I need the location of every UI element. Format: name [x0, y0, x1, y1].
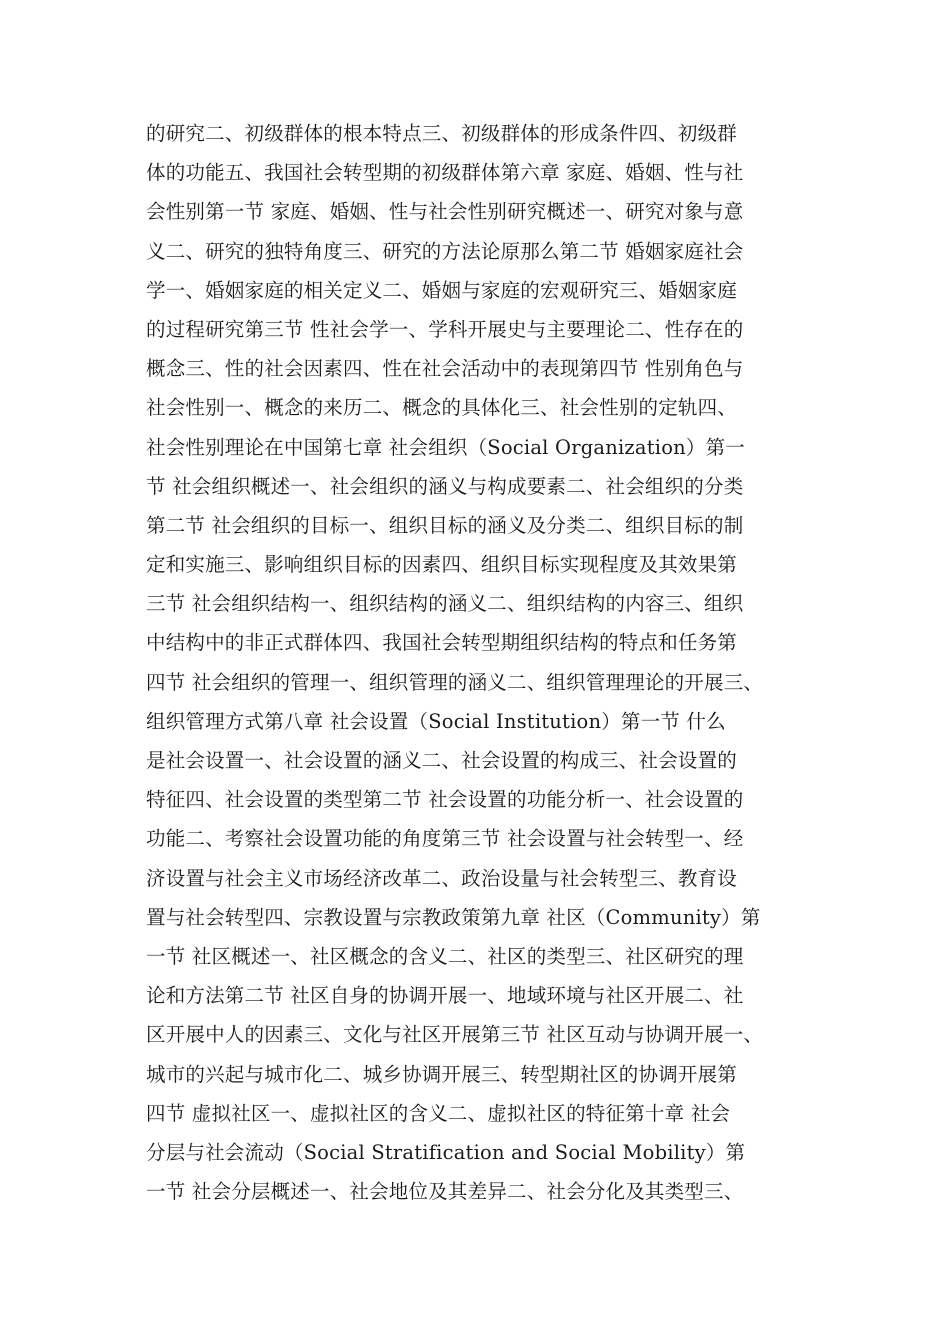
text-line: 置与社会转型四、宗教设置与宗教政策第九章 社区（Community）第	[146, 905, 761, 929]
text-line: 会性别第一节 家庭、婚姻、性与社会性别研究概述一、研究对象与意	[146, 200, 744, 224]
text-line: 功能二、考察社会设置功能的角度第三节 社会设置与社会转型一、经	[146, 827, 744, 851]
text-line: 的研究二、初级群体的根本特点三、初级群体的形成条件四、初级群	[146, 122, 738, 145]
text-line: 组织管理方式第八章 社会设置（Social Institution）第一节 什么	[146, 709, 726, 733]
text-line: 社会性别一、概念的来历二、概念的具体化三、社会性别的定轨四、	[146, 396, 738, 420]
text-line: 论和方法第二节 社区自身的协调开展一、地域环境与社区开展二、社	[146, 984, 744, 1008]
text-line: 特征四、社会设置的类型第二节 社会设置的功能分析一、社会设置的	[146, 788, 744, 812]
text-line: 中结构中的非正式群体四、我国社会转型期组织结构的特点和任务第	[146, 631, 738, 655]
text-line: 分层与社会流动（Social Stratification and Social Mobility）第	[146, 1140, 746, 1164]
text-line: 义二、研究的独特角度三、研究的方法论原那么第二节 婚姻家庭社会	[146, 239, 744, 263]
text-line: 一节 社区概述一、社区概念的含义二、社区的类型三、社区研究的理	[146, 944, 744, 968]
text-line: 四节 虚拟社区一、虚拟社区的含义二、虚拟社区的特征第十章 社会	[146, 1101, 731, 1125]
text-line: 概念三、性的社会因素四、性在社会活动中的表现第四节 性别角色与	[146, 357, 744, 381]
text-line: 第二节 社会组织的目标一、组织目标的涵义及分类二、组织目标的制	[146, 513, 744, 537]
text-line: 三节 社会组织结构一、组织结构的涵义二、组织结构的内容三、组织	[146, 592, 744, 616]
text-line: 一节 社会分层概述一、社会地位及其差异二、社会分化及其类型三、	[146, 1180, 744, 1204]
text-line: 区开展中人的因素三、文化与社区开展第三节 社区互动与协调开展一、	[146, 1023, 764, 1047]
text-line: 济设置与社会主义市场经济改革二、政治设量与社会转型三、教育设	[146, 866, 738, 890]
text-line: 定和实施三、影响组织目标的因素四、组织目标实现程度及其效果第	[146, 553, 738, 577]
text-line: 是社会设置一、社会设置的涵义二、社会设置的构成三、社会设置的	[146, 749, 738, 772]
text-line: 社会性别理论在中国第七章 社会组织（Social Organization）第一	[146, 435, 745, 459]
text-line: 四节 社会组织的管理一、组织管理的涵义二、组织管理理论的开展三、	[146, 670, 764, 694]
body-text	[146, 114, 826, 1211]
text-line: 城市的兴起与城市化二、城乡协调开展三、转型期社区的协调开展第	[146, 1062, 738, 1086]
text-line: 学一、婚姻家庭的相关定义二、婚姻与家庭的宏观研究三、婚姻家庭	[146, 278, 738, 302]
text-line: 的过程研究第三节 性社会学一、学科开展史与主要理论二、性存在的	[146, 317, 744, 341]
text-line: 节 社会组织概述一、社会组织的涵义与构成要素二、社会组织的分类	[146, 474, 744, 498]
text-line: 体的功能五、我国社会转型期的初级群体第六章 家庭、婚姻、性与社	[146, 161, 744, 185]
